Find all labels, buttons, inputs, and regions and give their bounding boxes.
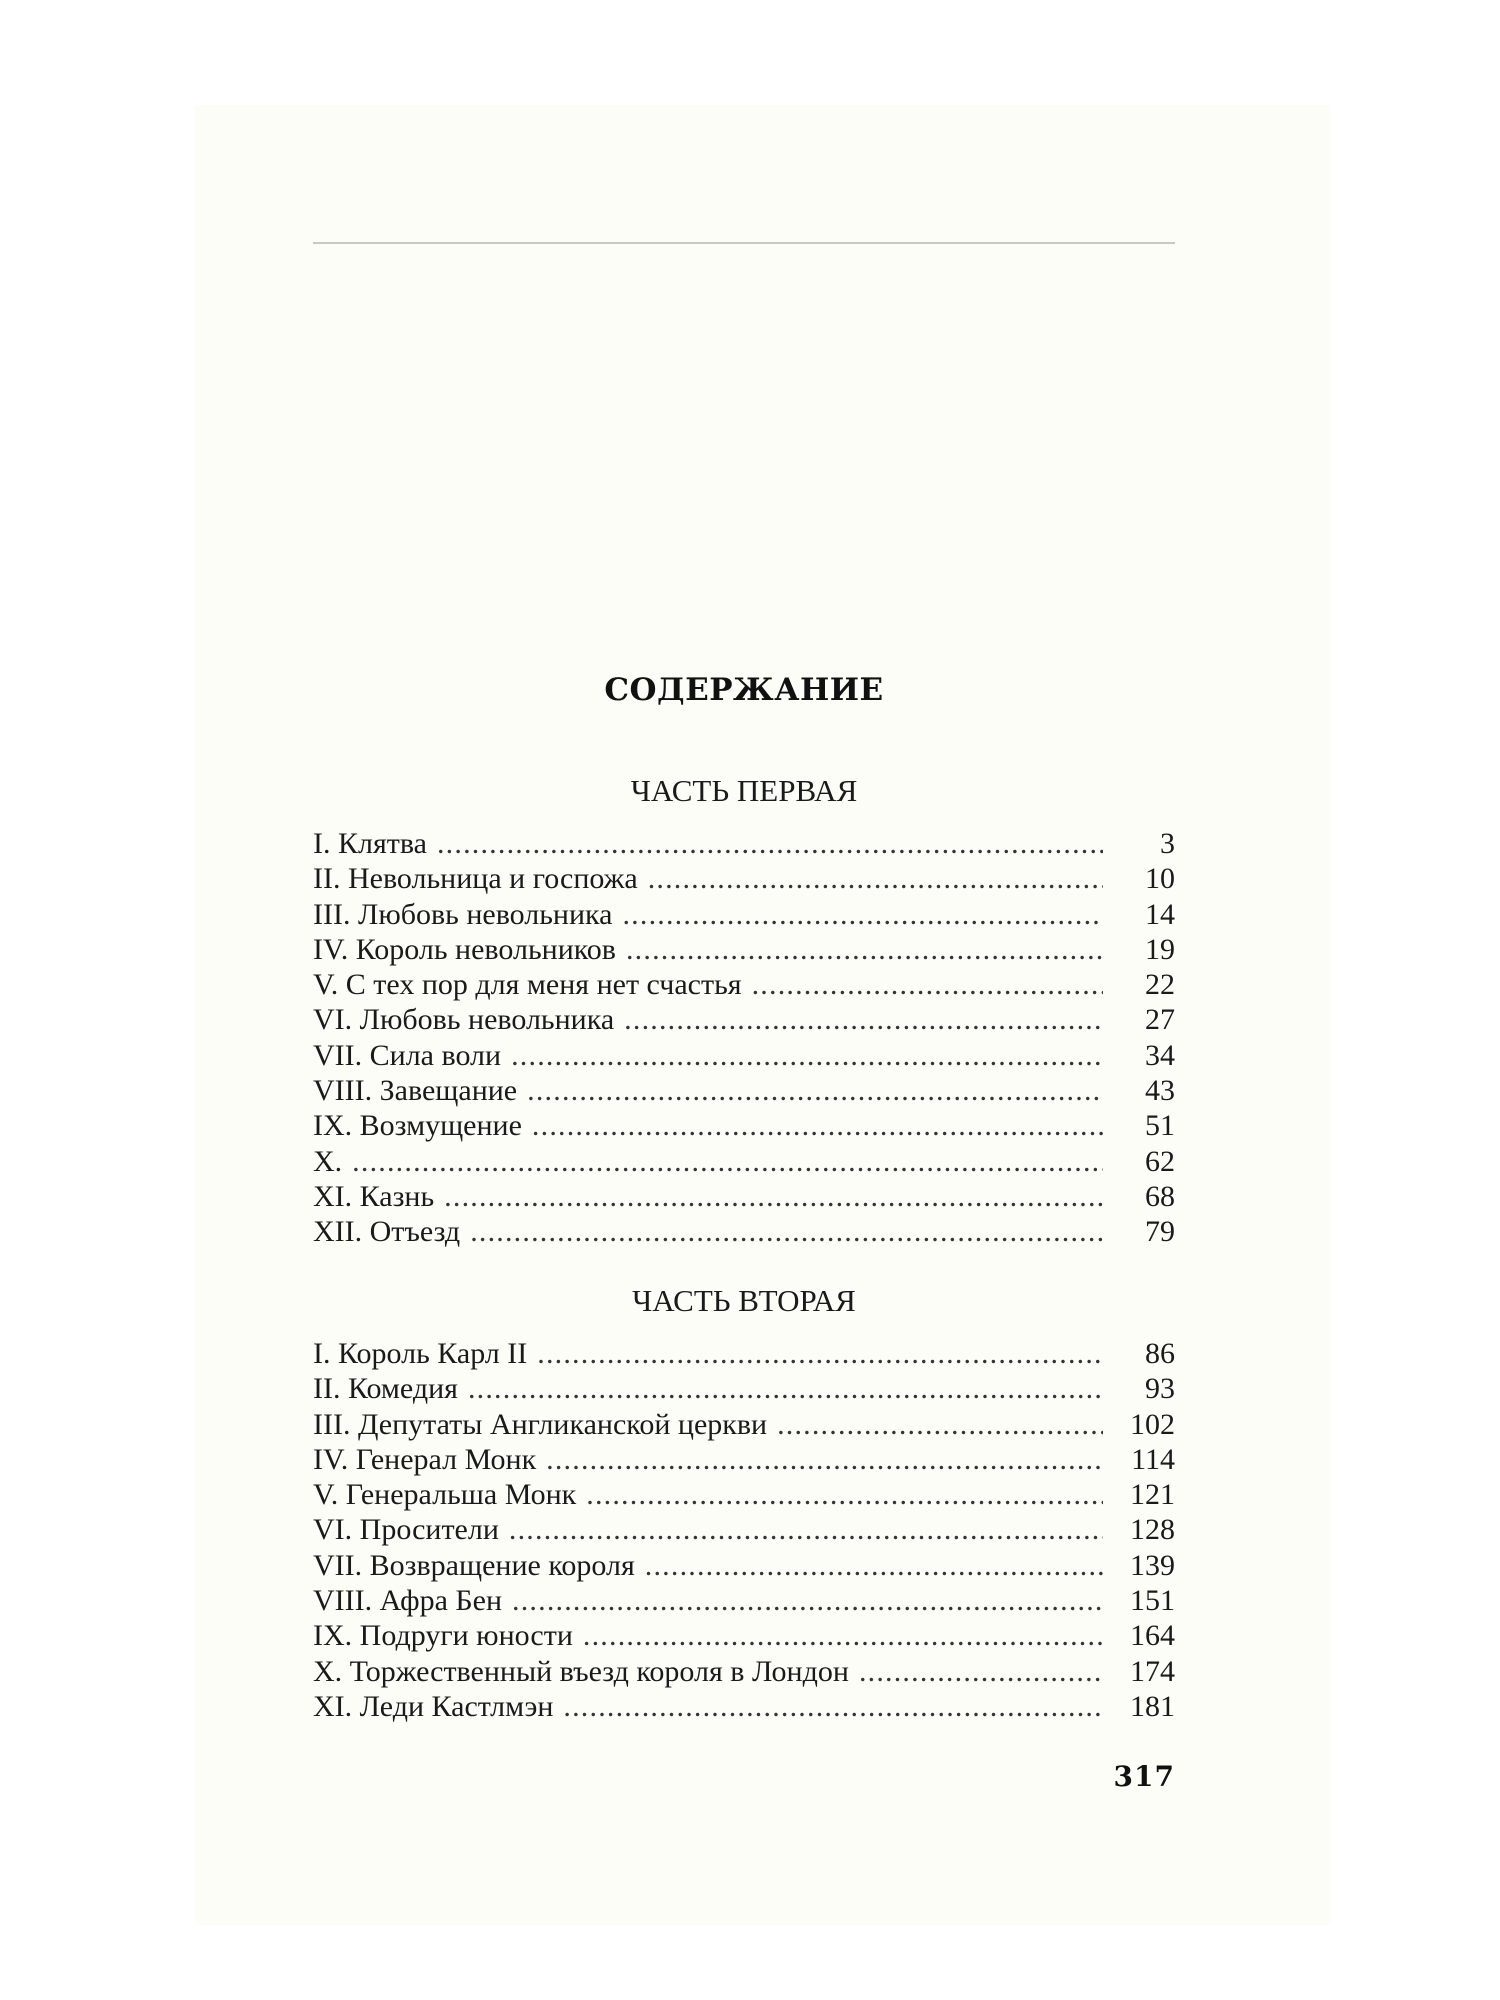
toc-entry-title: XII. Отъезд [313,1215,461,1249]
contents-title: СОДЕРЖАНИЕ [604,672,884,708]
toc-entry [313,1583,1175,1618]
toc-dot-leader [777,1407,1103,1442]
toc-entry-title: IX. Подруги юности [313,1619,573,1653]
toc-dot-leader [626,932,1103,967]
header-rule [313,242,1175,244]
toc-dot-leader [468,1371,1103,1406]
toc-dot-leader [512,1583,1103,1618]
toc-entry-page: 3 [1160,827,1175,860]
toc-entry [313,1214,1175,1249]
toc-entry-page: 102 [1130,1407,1175,1441]
toc-entry-page: 164 [1130,1619,1175,1653]
toc-dot-leader [622,897,1103,932]
toc-entry [313,1002,1175,1037]
toc-entry [313,1336,1175,1371]
toc-dot-leader [624,1002,1103,1037]
toc-entry-title: V. Генеральша Монк [313,1478,577,1512]
toc-dot-leader [509,1512,1103,1547]
toc-entry-title: XI. Казнь [313,1179,435,1213]
toc-dot-leader [645,1548,1103,1583]
toc-dot-leader [444,1179,1103,1214]
toc-entry-title: III. Депутаты Англиканской церкви [313,1407,768,1441]
toc-entry [313,1548,1175,1583]
toc-entry [313,1689,1175,1724]
toc-entry-page: 93 [1145,1372,1175,1406]
toc-entry [313,1179,1175,1214]
toc-entry-page: 43 [1145,1074,1175,1108]
toc-entry-title: I. Клятва [313,827,427,860]
toc-dot-leader [532,1108,1103,1143]
toc-dot-leader [546,1442,1103,1477]
toc-entry-title: VI. Просители [313,1513,499,1547]
toc-entry [313,1477,1175,1512]
part-two-heading: ЧАСТЬ ВТОРАЯ [632,1283,856,1318]
toc-dot-leader [583,1618,1103,1653]
toc-entry [313,1371,1175,1406]
toc-entry-page: 139 [1130,1548,1175,1582]
toc-entry [313,1073,1175,1108]
page-number: 317 [1113,1760,1175,1793]
part-one-heading: ЧАСТЬ ПЕРВАЯ [630,773,858,808]
toc-entry-title: II. Невольница и госпожа [313,862,638,896]
toc-entry [313,861,1175,896]
toc-entry-page: 10 [1145,862,1175,896]
toc-entry [313,967,1175,1002]
toc-dot-leader [586,1477,1103,1512]
toc-entry-page: 62 [1145,1144,1175,1178]
toc-entry-page: 151 [1130,1584,1175,1618]
toc-entry-page: 121 [1130,1478,1175,1512]
toc-entry-title: X. Торжественный въезд короля в Лондон [313,1654,849,1688]
toc-dot-leader [752,967,1103,1002]
toc-entry [313,1512,1175,1547]
toc-dot-leader [511,1038,1103,1073]
toc-dot-leader [470,1214,1103,1249]
toc-entry-page: 79 [1145,1215,1175,1249]
toc-entry-title: V. С тех пор для меня нет счастья [313,968,742,1002]
toc-dot-leader [648,861,1103,896]
toc-entry [313,1144,1175,1179]
toc-entry-page: 51 [1145,1109,1175,1143]
toc-entry-title: IX. Возмущение [313,1109,522,1143]
toc-entry-title: VII. Возвращение короля [313,1548,635,1582]
toc-dot-leader [352,1144,1103,1179]
toc-entry-title: X. [313,1144,343,1178]
toc-entry-page: 114 [1131,1442,1175,1476]
toc-entry-page: 181 [1130,1689,1175,1723]
toc-entry-title: XI. Леди Кастлмэн [313,1689,554,1723]
toc-entry-page: 22 [1145,968,1175,1002]
toc-entry-title: VII. Сила воли [313,1038,502,1072]
toc-entry [313,1442,1175,1477]
toc-entry [313,1108,1175,1143]
toc-entry [313,1407,1175,1442]
toc-entry-title: I. Король Карл II [313,1337,528,1370]
toc-entry-title: III. Любовь невольника [313,897,613,931]
toc-entry [313,1618,1175,1653]
toc-entry-title: VIII. Завещание [313,1074,518,1108]
toc-entry-title: II. Комедия [313,1372,458,1406]
toc-dot-leader [527,1073,1103,1108]
toc-entry-page: 128 [1130,1513,1175,1547]
toc-entry-page: 68 [1145,1179,1175,1213]
toc-entry [313,932,1175,967]
part-one-toc [313,826,1175,1250]
toc-dot-leader [563,1689,1103,1724]
toc-entry-page: 19 [1145,932,1175,966]
toc-entry-page: 86 [1145,1337,1175,1370]
toc-entry [313,897,1175,932]
toc-entry [313,1654,1175,1689]
toc-entry-page: 27 [1145,1003,1175,1037]
toc-entry [313,1038,1175,1073]
toc-entry-title: VIII. Афра Бен [313,1584,503,1618]
part-two-toc [313,1336,1175,1724]
toc-dot-leader [437,826,1103,861]
toc-entry [313,826,1175,861]
toc-entry-title: IV. Король невольников [313,932,616,966]
toc-dot-leader [537,1336,1103,1371]
toc-entry-page: 34 [1145,1038,1175,1072]
toc-entry-page: 14 [1145,897,1175,931]
toc-entry-title: VI. Любовь невольника [313,1003,615,1037]
toc-entry-page: 174 [1130,1654,1175,1688]
toc-entry-title: IV. Генерал Монк [313,1442,537,1476]
toc-dot-leader [859,1654,1103,1689]
